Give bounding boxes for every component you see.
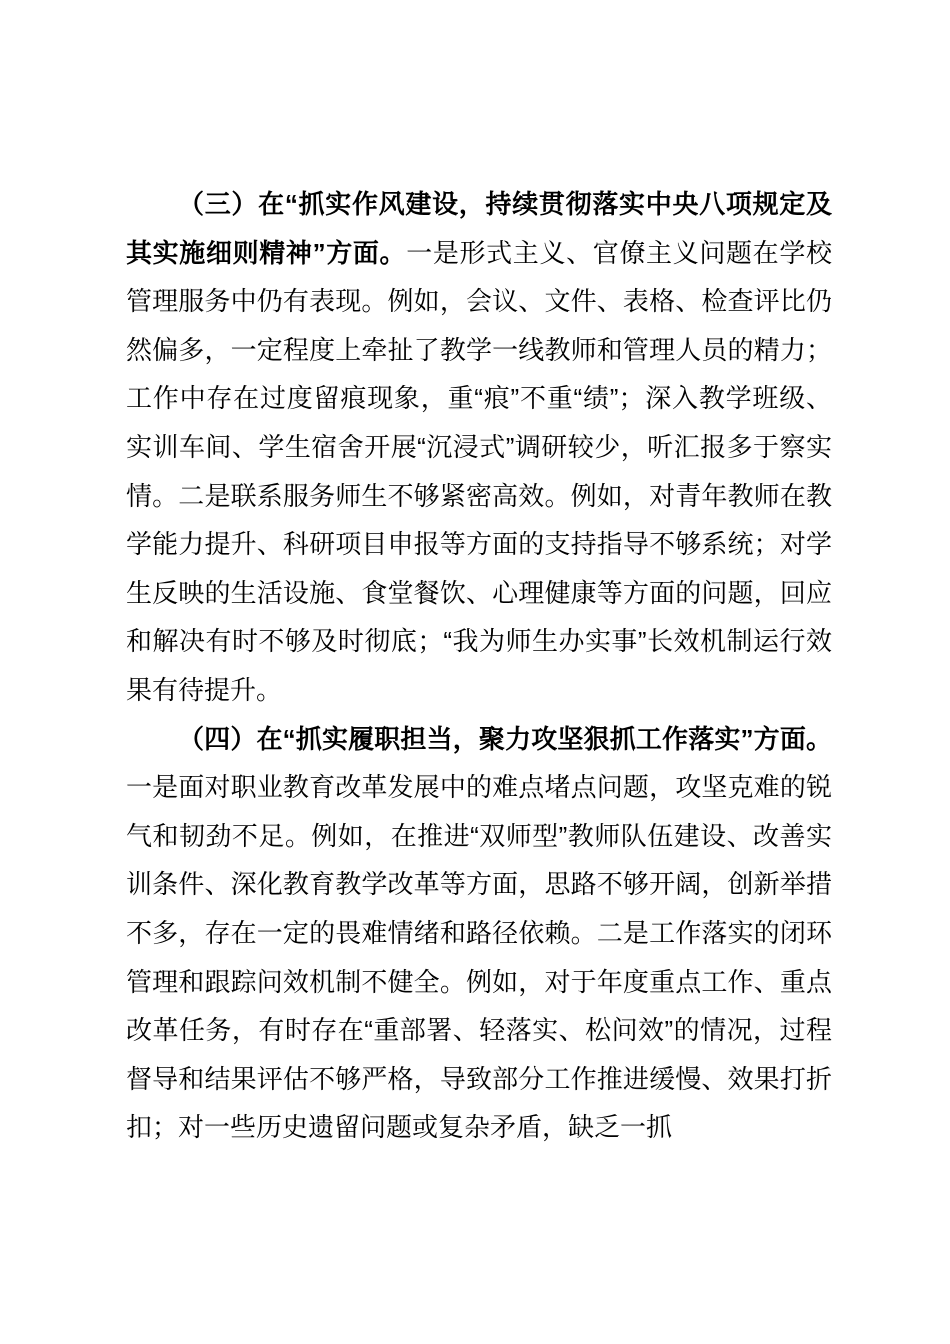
section-3-heading: （三）在“抓实作风建设，持续贯彻落实中央八项规定及其实施细则精神”方面。 <box>126 189 832 268</box>
section-4-body: 一是面对职业教育改革发展中的难点堵点问题，攻坚克难的锐气和韧劲不足。例如，在推进“双师型”教师队伍建设、改善实训条件、深化教育教学改革等方面，思路不够开阔，创新举措不多，存在一定的畏难情绪和路径依赖。二是工作落实的闭环管理和跟踪问效机制不健全。例如，对于年度重点工作、重点改革任务，有时存在“重部署、轻落实、松问效”的情况，过程督导和结果评估不够严格，导致部分工作推进缓慢、效果打折扣；对一些历史遗留问题或复杂矛盾，缺乏一抓 <box>126 772 832 1143</box>
paragraph-section-3 <box>126 180 832 715</box>
document-text-block <box>126 180 832 1152</box>
paragraph-section-4 <box>126 715 832 1152</box>
section-4-heading: （四）在“抓实履职担当，聚力攻坚狠抓工作落实”方面。 <box>178 723 832 754</box>
section-3-body: 一是形式主义、官僚主义问题在学校管理服务中仍有表现。例如，会议、文件、表格、检查评比仍然偏多，一定程度上牵扯了教学一线教师和管理人员的精力；工作中存在过度留痕现象，重“痕”不重“绩”；深入教学班级、实训车间、学生宿舍开展“沉浸式”调研较少，听汇报多于察实情。二是联系服务师生不够紧密高效。例如，对青年教师在教学能力提升、科研项目申报等方面的支持指导不够系统；对学生反映的生活设施、食堂餐饮、心理健康等方面的问题，回应和解决有时不够及时彻底；“我为师生办实事”长效机制运行效果有待提升。 <box>126 237 832 705</box>
